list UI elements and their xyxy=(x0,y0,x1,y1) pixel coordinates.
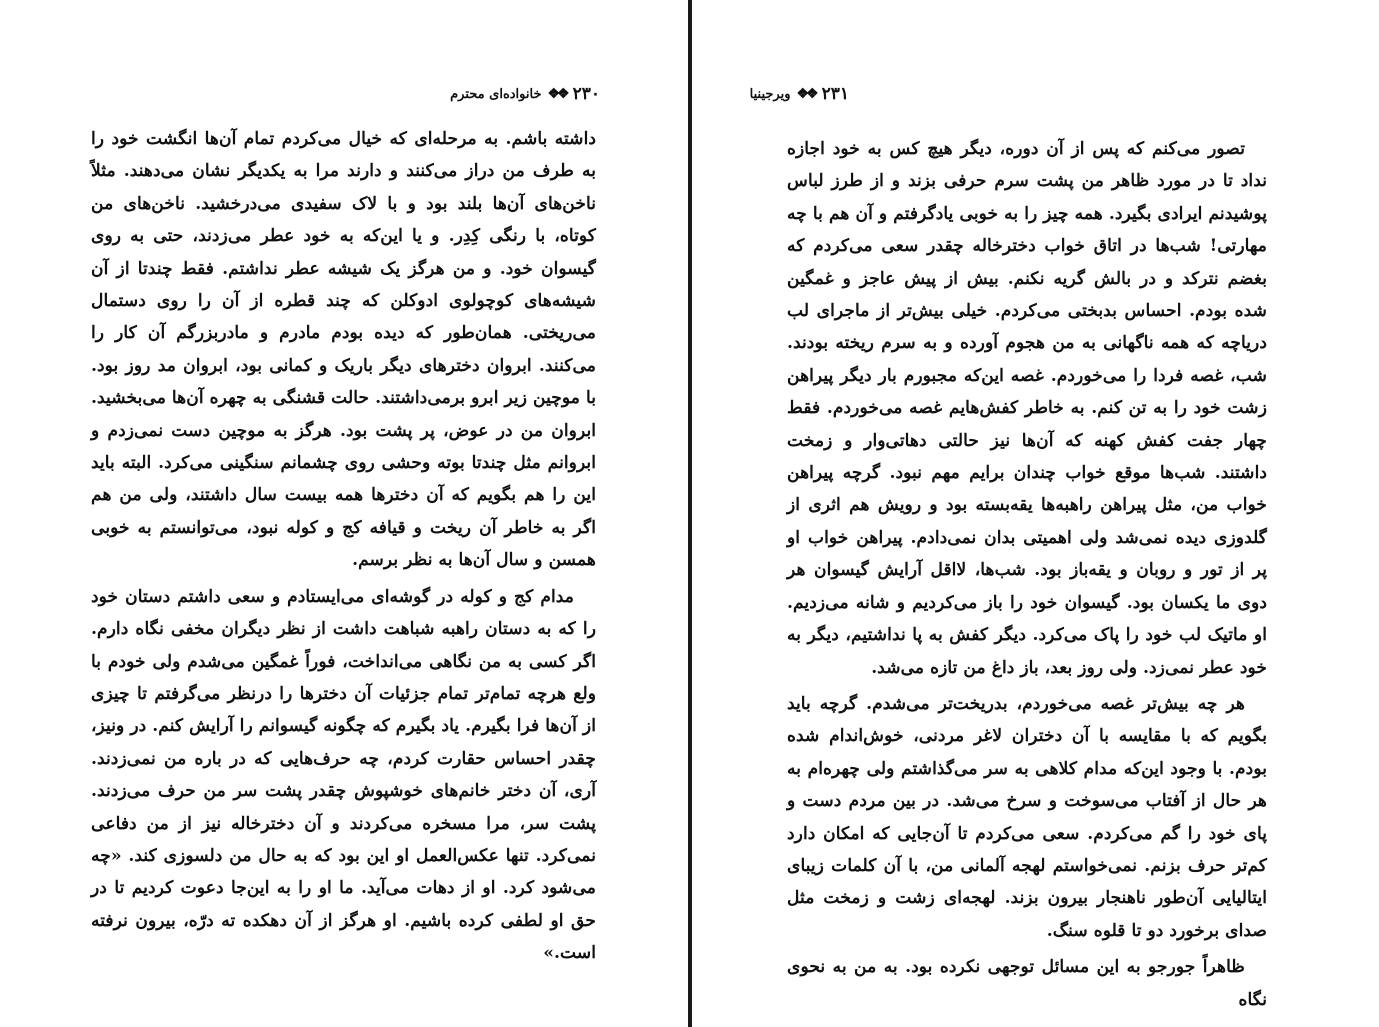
paragraph: تصور می‌کنم که پس از آن دوره، دیگر هیچ کس به خود اجازه نداد تا در مورد ظاهر من پشت سرم حرفی بزند و از طرز لباس پوشیدنم ایرادی بگیرد. همه چیز را به خوبی یادگرفتم و آن هم با چه مهارتی! شب‌ها در اتاق خواب دخترخاله چقدر سعی می‌کردم که بغضم نترکد و در بالش گریه نکنم. بیش از پیش عاجز و غمگین شده بودم. احساس بدبختی می‌کردم. خیلی بیش‌تر از ماجرای لب دریاچه که همه ناگهانی به من هجوم آورده و به سرم ریخته بودند. شب، غصه فردا را می‌خوردم. غصه این‌که مجبورم بار دیگر پیراهن زشت خود را به تن کنم. به خاطر کفش‌هایم غصه می‌خوردم. فقط چهار جفت کفش کهنه که آن‌ها نیز حالتی دهاتی‌وار و زمخت داشتند. شب‌ها موقع خواب چندان برایم مهم نبود. گرچه پیراهن خواب من، مثل پیراهن راهبه‌ها یقه‌بسته بود و رویش هم اثری از گلدوزی دیده نمی‌شد ولی اهمیتی بدان نمی‌دادم. پیراهن خواب او پر از تور و روبان و یقه‌باز بود. شب‌ها، لااقل آرایش گیسوان هر دوی ما یکسان بود. گیسوان خود را باز می‌کردیم و شانه می‌زدیم. او ماتیک لب خود را پاک می‌کرد. دیگر کفش به پا نداشتیم، دیگر به خود عطر نمی‌زد. ولی روز بعد، باز داغ من تازه می‌شد. xyxy=(787,139,1267,678)
left-page-body xyxy=(91,123,596,970)
ornament-icon: ❖❖ xyxy=(547,86,567,102)
ornament-icon: ❖❖ xyxy=(796,86,816,102)
running-title: ویرجینیا xyxy=(749,86,791,102)
right-page-header xyxy=(750,84,849,104)
paragraph: مدام کج و کوله در گوشه‌ای می‌ایستادم و سعی داشتم دستان خود را که به دستان راهبه شباهت داشت از نظر دیگران مخفی نگاه دارم. اگر کسی به من نگاهی می‌انداخت، فوراً غمگین می‌شدم ولی خودم با ولع هرچه تمام‌تر تمام جزئیات آن دخترها را درنظر می‌گرفتم تا چیزی از آن‌ها فرا بگیرم. یاد بگیرم که چگونه گیسوانم را آرایش کنم. در ونیز، چقدر احساس حقارت کردم، چه حرف‌هایی که در باره من نمی‌زدند. آری، آن دختر خانم‌های خوشپوش چقدر پشت سر من حرف می‌زدند. پشت سر، مرا مسخره می‌کردند و آن دخترخاله نیز از من دفاعی نمی‌کرد. تنها عکس‌العمل او این بود که به حال من دلسوزی کند. «چه می‌شود کرد. او از دهات می‌آید. ما او را به این‌جا دعوت کردیم تا در حق او لطفی کرده باشیم. او هرگز از آن دهکده ته درّه، بیرون نرفته است.» xyxy=(91,586,596,964)
paragraph: داشته باشم. به مرحله‌ای که خیال می‌کردم تمام آن‌ها انگشت خود را به طرف من دراز می‌کنند و دارند مرا به یکدیگر نشان می‌دهند. مثلاً ناخن‌های آن‌ها بلند بود و با لاک سفیدی می‌درخشید. ناخن‌های من کوتاه، با رنگی کِدِر. و یا این‌که به خود عطر می‌زدند، حتی به روی گیسوان خود. و من هرگز یک شیشه عطر نداشتم. فقط چندتا از آن شیشه‌های کوچولوی ادوکلن که چند قطره از آن را روی دستمال می‌ریختی. همان‌طور که دیده بودم مادرم و مادربزرگم آن کار را می‌کنند. ابروان دخترهای دیگر باریک و کمانی بود، ابروان مد روز بود. با موچین زیر ابرو برمی‌داشتند. حالت قشنگی به چهره آن‌ها می‌بخشید. ابروان من در عوض، پر پشت بود. هرگز به موچین دست نمی‌زدم و ابروانم مثل چندتا بوته وحشی روی چشمانم سنگینی می‌کرد. البته باید این را هم بگویم که آن دخترها همه بیست سال داشتند، ولی من هم اگر به خاطر آن ریخت و قیافه کج و کوله نبود، می‌توانستم به خوبی همسن و سال آن‌ها به نظر برسم. xyxy=(91,129,596,571)
paragraph: ظاهراً جورجو به این مسائل توجهی نکرده بود. به من به نحوی نگاه xyxy=(787,957,1267,1010)
running-title: خانواده‌ای محترم xyxy=(450,86,542,102)
page-number: ۲۳۰ xyxy=(572,84,600,104)
page-number: ۲۳۱ xyxy=(821,84,849,104)
left-page-header xyxy=(450,84,600,104)
left-page xyxy=(0,0,688,1027)
right-page-body xyxy=(787,133,1267,1016)
right-page xyxy=(692,0,1379,1027)
paragraph: هر چه بیش‌تر غصه می‌خوردم، بدریخت‌تر می‌شدم. گرچه باید بگویم که با مقایسه با آن دختران لاغر مردنی، خوش‌اندام شده بودم. با وجود این‌که مدام کلاهی به سر می‌گذاشتم ولی چهره‌ام به هر حال از آفتاب می‌سوخت و سرخ می‌شد. در بین مردم دست و پای خود را گم می‌کردم. سعی می‌کردم تا آن‌جایی که امکان دارد کم‌تر حرف بزنم. نمی‌خواستم لهجه آلمانی من، با آن کلمات زیبای ایتالیایی آن‌طور ناهنجار بیرون بزند. لهجه‌ای زشت و زمخت مثل صدای برخورد دو تا قلوه سنگ. xyxy=(787,693,1267,941)
